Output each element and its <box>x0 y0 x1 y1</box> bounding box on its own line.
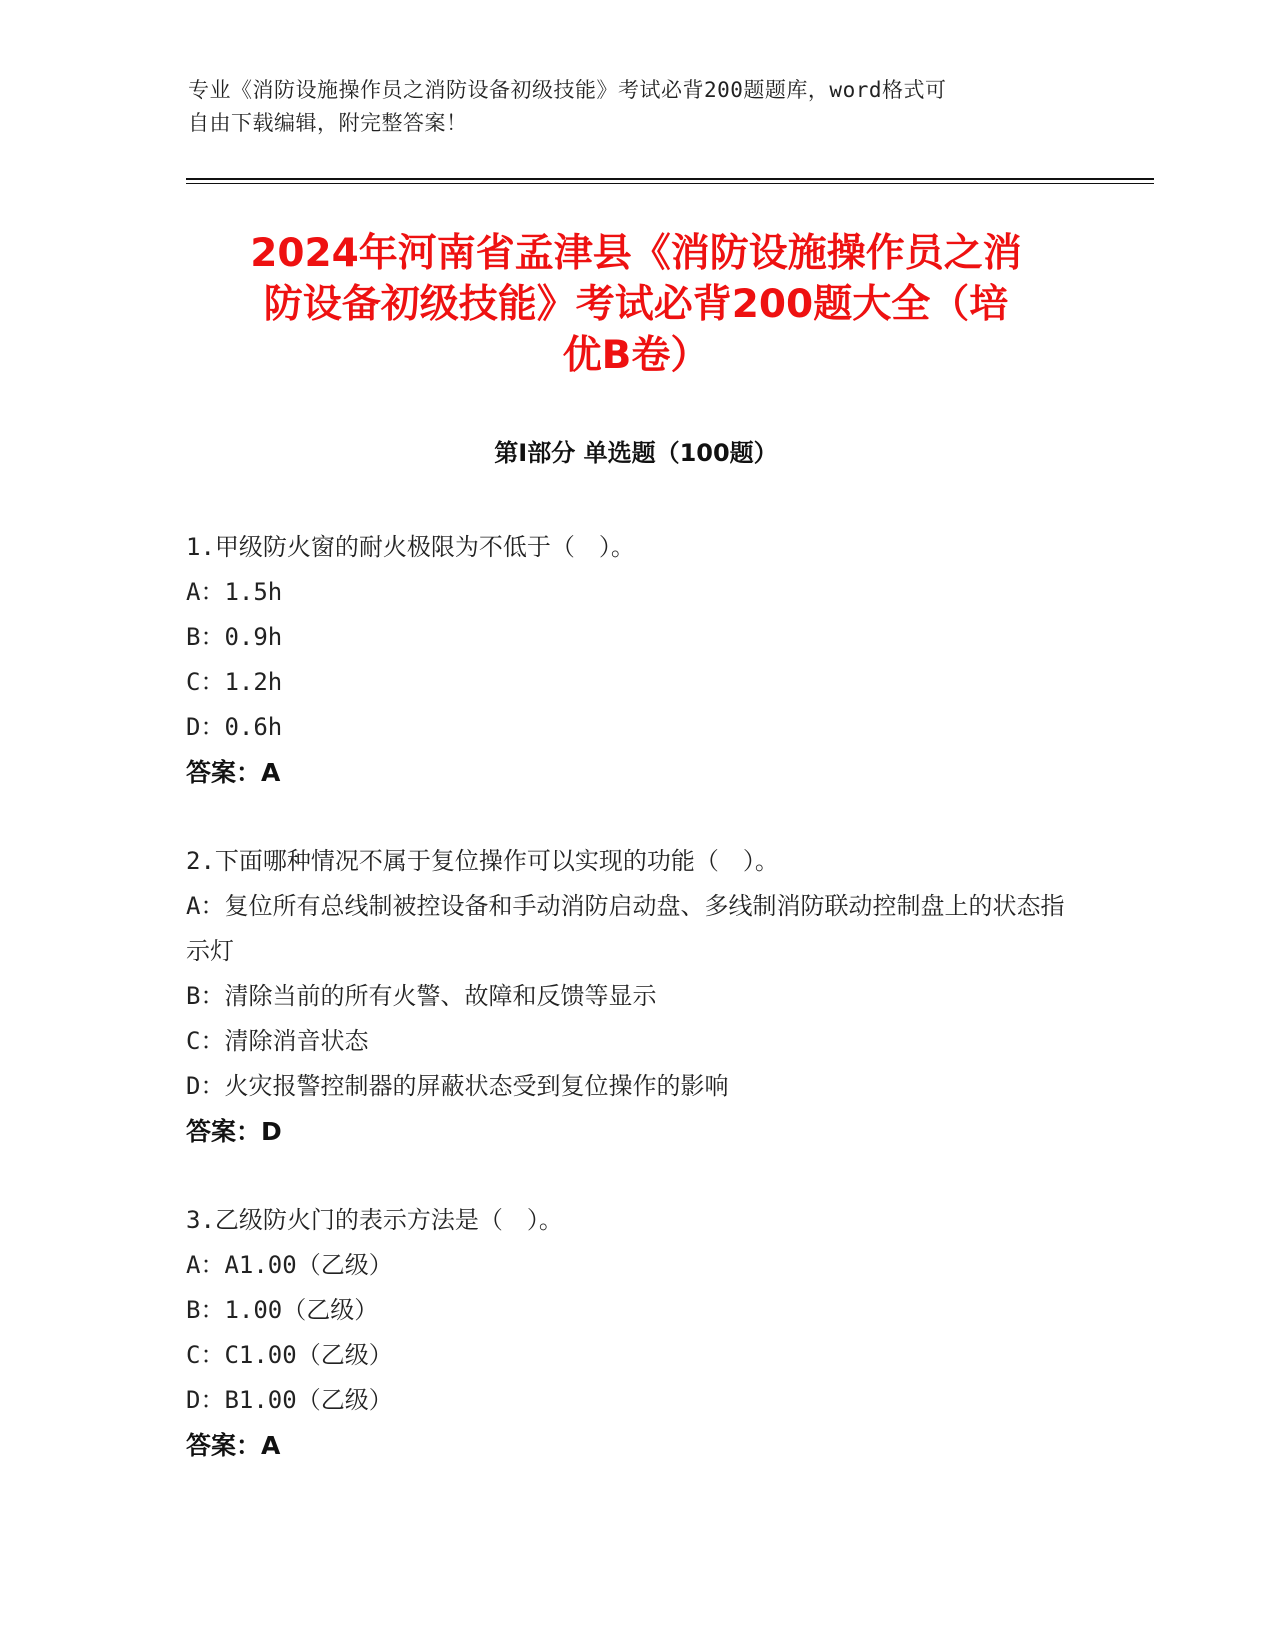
option-text: 0.6h <box>224 713 283 741</box>
option-text: 清除当前的所有火警、故障和反馈等显示 <box>224 982 657 1010</box>
answer-label: 答案：A <box>186 1431 281 1460</box>
option-text: 火灾报警控制器的屏蔽状态受到复位操作的影响 <box>224 1072 729 1100</box>
answer-label: 答案：D <box>186 1117 282 1146</box>
question-stem: 3.乙级防火门的表示方法是（ ）。 <box>186 1206 563 1234</box>
document-title-line-1: 2024年河南省孟津县《消防设施操作员之消 <box>250 231 1022 276</box>
option-d <box>186 1378 1086 1423</box>
option-c <box>186 1333 1086 1378</box>
header-note <box>188 74 1088 140</box>
question-stem: 2.下面哪种情况不属于复位操作可以实现的功能（ ）。 <box>186 847 779 875</box>
option-c <box>186 660 1086 705</box>
option-key: C： <box>186 668 225 696</box>
question-item <box>186 1198 1086 1468</box>
option-key: C： <box>186 1027 225 1055</box>
option-key: B： <box>186 623 225 651</box>
option-key: B： <box>186 982 225 1010</box>
document-title-line-2: 防设备初级技能》考试必背200题大全（培 <box>263 282 1009 327</box>
document-title-line-3: 优B卷） <box>562 333 710 378</box>
option-c <box>186 1019 1086 1064</box>
option-text: C1.00（乙级） <box>224 1341 393 1369</box>
option-text: B1.00（乙级） <box>224 1386 393 1414</box>
option-key: A： <box>186 1251 225 1279</box>
option-text: 1.00（乙级） <box>224 1296 379 1324</box>
option-key: A： <box>186 892 225 920</box>
option-key: D： <box>186 713 225 741</box>
header-note-line-1: 专业《消防设施操作员之消防设备初级技能》考试必背200题题库，word格式可 <box>188 78 947 102</box>
option-text: 1.5h <box>224 578 283 606</box>
question-stem: 1.甲级防火窗的耐火极限为不低于（ ）。 <box>186 533 635 561</box>
option-b <box>186 615 1086 660</box>
option-text: 清除消音状态 <box>224 1027 369 1055</box>
header-divider-thick <box>186 178 1154 180</box>
question-list <box>186 525 1086 1512</box>
option-text: A1.00（乙级） <box>224 1251 393 1279</box>
option-key: C： <box>186 1341 225 1369</box>
option-d <box>186 1064 1086 1109</box>
option-key: D： <box>186 1386 225 1414</box>
option-a <box>186 884 1086 974</box>
option-d <box>186 705 1086 750</box>
option-key: A： <box>186 578 225 606</box>
option-text: 1.2h <box>224 668 283 696</box>
header-note-line-2: 自由下载编辑，附完整答案！ <box>188 111 468 135</box>
option-text: 0.9h <box>224 623 283 651</box>
option-key: D： <box>186 1072 225 1100</box>
option-key: B： <box>186 1296 225 1324</box>
option-a <box>186 570 1086 615</box>
question-item <box>186 839 1086 1154</box>
document-title <box>186 228 1086 381</box>
header-divider-thin <box>186 183 1154 184</box>
section-heading: 第I部分 单选题（100题） <box>494 439 778 467</box>
option-b <box>186 974 1086 1019</box>
option-text: 复位所有总线制被控设备和手动消防启动盘、多线制消防联动控制盘上的状态指示灯 <box>186 892 1065 965</box>
question-item <box>186 525 1086 795</box>
option-a <box>186 1243 1086 1288</box>
answer-label: 答案：A <box>186 758 281 787</box>
option-b <box>186 1288 1086 1333</box>
